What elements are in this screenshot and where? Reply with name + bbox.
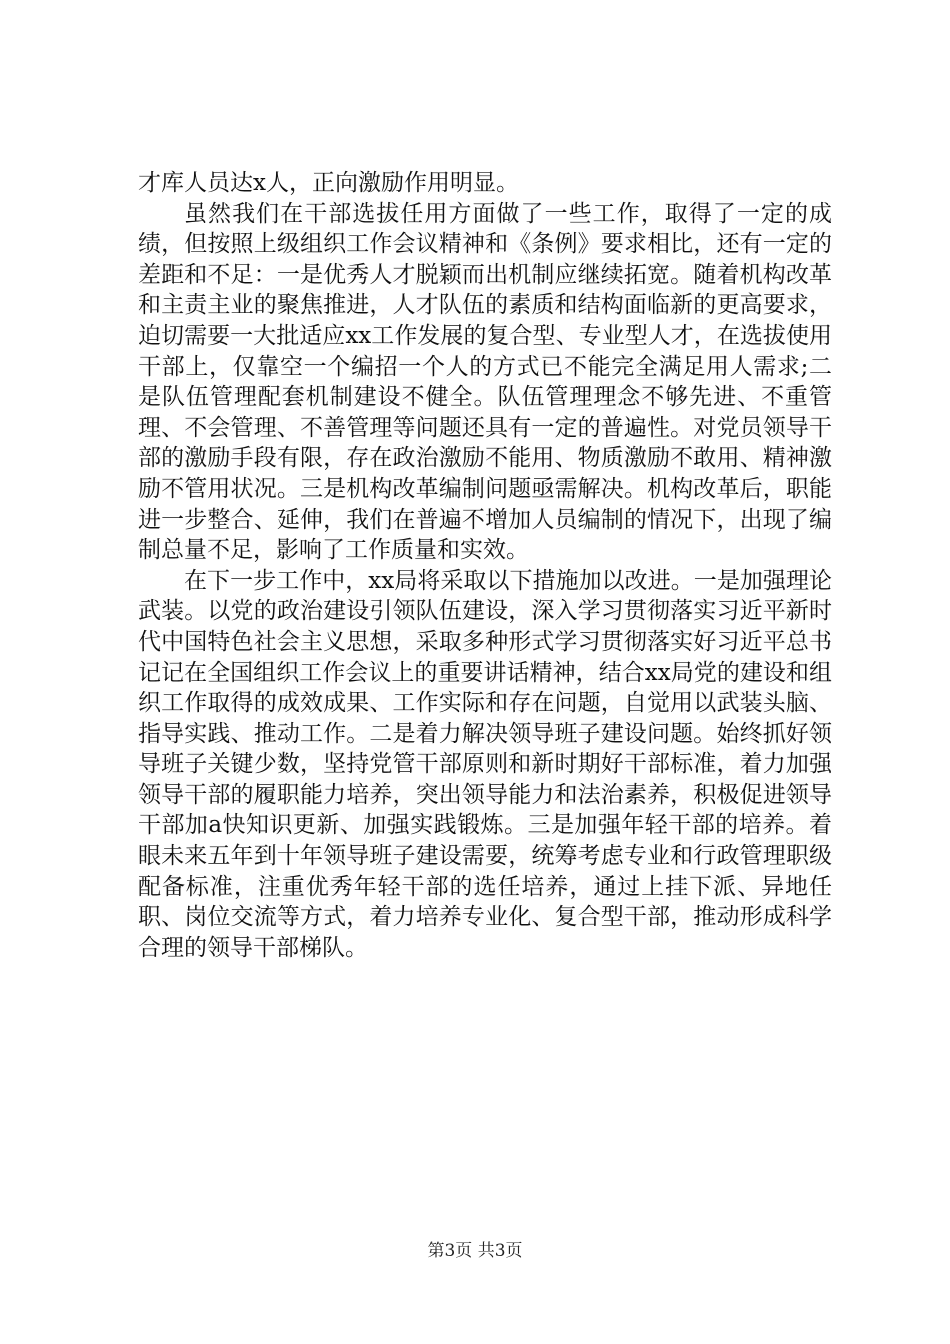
paragraph-continuation: 才库人员达x人，正向激励作用明显。 xyxy=(138,170,519,196)
paragraph-improvement-measures: 在下一步工作中，xx局将采取以下措施加以改进。一是加强理论武装。以党的政治建设引领队伍建设，深入学习贯彻落实习近平新时代中国特色社会主义思想，采取多种形式学习贯彻落实好习近平总书记记在全国组织工作会议上的重要讲话精神，结合xx局党的建设和组织工作取得的成效成果、工作实际和存在问题，自觉用以武装头脑、指导实践、推动工作。二是着力解决领导班子建设问题。始终抓好领导班子关键少数，坚持党管干部原则和新时期好干部标准，着力加强领导干部的履职能力培养，突出领导能力和法治素养，积极促进领导干部加a快知识更新、加强实践锻炼。三是加强年轻干部的培养。着眼未来五年到十年领导班子建设需要，统筹考虑专业和行政管理职级配备标准，注重优秀年轻干部的选任培养，通过上挂下派、异地任职、岗位交流等方式，着力培养专业化、复合型干部，推动形成科学合理的领导干部梯队。 xyxy=(138,567,832,961)
page-number-footer: 第3页 共3页 xyxy=(427,1241,523,1261)
document-body xyxy=(138,168,832,963)
paragraph-shortcomings: 虽然我们在干部选拔任用方面做了一些工作，取得了一定的成绩，但按照上级组织工作会议精神和《条例》要求相比，还有一定的差距和不足：一是优秀人才脱颖而出机制应继续拓宽。随着机构改革和主责主业的聚焦推进，人才队伍的素质和结构面临新的更高要求，迫切需要一大批适应xx工作发展的复合型、专业型人才，在选拔使用干部上，仅靠空一个编招一个人的方式已不能完全满足用人需求;二是队伍管理配套机制建设不健全。队伍管理理念不够先进、不重管理、不会管理、不善管理等问题还具有一定的普遍性。对党员领导干部的激励手段有限，存在政治激励不能用、物质激励不敢用、精神激励不管用状况。三是机构改革编制问题亟需解决。机构改革后，职能进一步整合、延伸，我们在普遍不增加人员编制的情况下，出现了编制总量不足，影响了工作质量和实效。 xyxy=(138,200,832,564)
